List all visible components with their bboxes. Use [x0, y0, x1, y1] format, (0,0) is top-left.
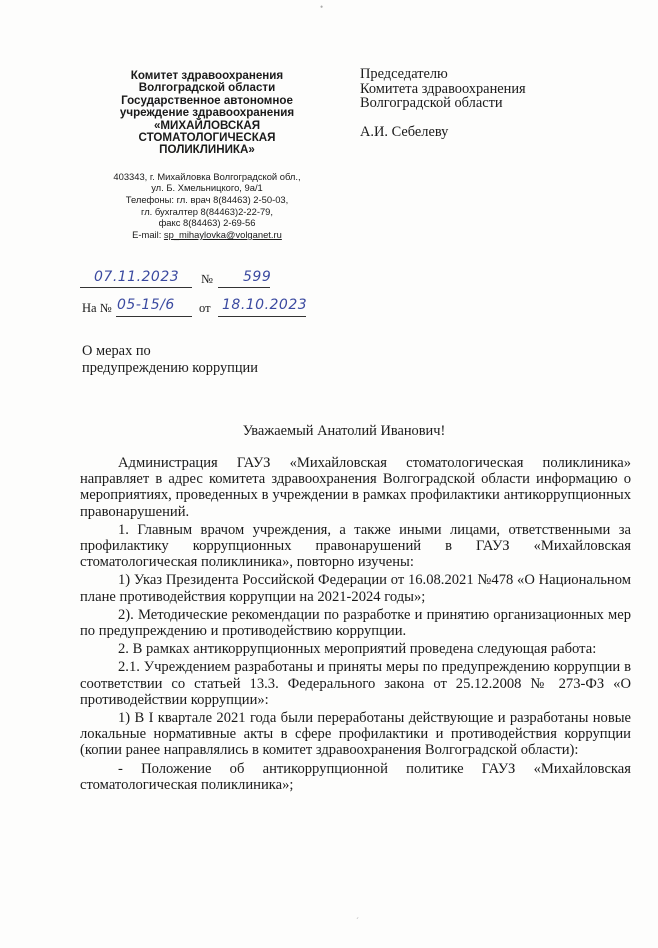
outgoing-date: 07.11.2023 [94, 269, 180, 285]
recipient-block [360, 67, 620, 139]
body-paragraph: 2. В рамках антикоррупционных мероприятий проведена следующая работа: [118, 641, 597, 658]
ref-number-underline [116, 316, 192, 317]
sender-org-line: «МИХАЙЛОВСКАЯ [153, 118, 261, 132]
sender-address [82, 171, 332, 241]
body-paragraph: - Положение об антикоррупционной политике ГАУЗ «Михайловская стоматологическая поликлиника»; [80, 760, 631, 793]
scan-dot: • [320, 2, 324, 12]
sender-org-line: Комитет здравоохранения [130, 69, 284, 82]
body-paragraph: 1) Указ Президента Российской Федерации от 16.08.2021 №478 «О Национальном плане противодействия коррупции на 2021-2024 годы»; [80, 572, 631, 605]
body-paragraph: 2). Методические рекомендации по разработке и принятию организационных мер по предупреждению и противодействию коррупции. [80, 606, 631, 640]
email-label: E-mail: [132, 228, 162, 240]
address-line: 403343, г. Михайловка Волгоградской обл., [113, 170, 301, 182]
ref-number: 05-15/6 [117, 297, 175, 313]
ref-date-underline [218, 316, 306, 317]
subject-block [82, 343, 258, 377]
number-label: № [201, 272, 213, 286]
scan-mark: ˊ [356, 916, 359, 926]
address-line: гл. бухгалтер 8(84463)2-22-79, [141, 205, 273, 217]
sender-org-line: Волгоградской области [138, 81, 276, 95]
sender-org-line: ПОЛИКЛИНИКА» [159, 143, 255, 157]
email-line [82, 229, 332, 241]
sender-block [82, 70, 332, 240]
recipient-name: А.И. Себелеву [360, 123, 449, 140]
ref-label: На № [82, 301, 112, 315]
greeting: Уважаемый Анатолий Иванович! [242, 423, 446, 439]
from-label: от [199, 301, 211, 315]
recipient-line: Председателю [360, 66, 448, 82]
sender-org-line: Государственное автономное [121, 93, 293, 107]
body-paragraph: 1. Главным врачом учреждения, а также иными лицами, ответственными за профилактику коррупционных правонарушений в ГАУЗ «Михайловская стоматологическая поликлиника», повторно изучены: [80, 521, 631, 571]
sender-org-line: СТОМАТОЛОГИЧЕСКАЯ [138, 131, 276, 145]
recipient-line: Комитета здравоохранения [360, 80, 526, 97]
sender-org-line: учреждение здравоохранения [119, 106, 295, 120]
address-line: факс 8(84463) 2-69-56 [158, 217, 256, 229]
address-line: ул. Б. Хмельницкого, 9а/1 [151, 182, 263, 194]
address-line: Телефоны: гл. врач 8(84463) 2-50-03, [125, 194, 289, 206]
number-underline [218, 287, 270, 288]
body-paragraph: 2.1. Учреждением разработаны и приняты меры по предупреждению коррупции в соответствии со статьей 13.3. Федерального закона от 25.12.2008 № 273-ФЗ «О противодействии коррупции»: [80, 659, 631, 708]
subject-line: О мерах по [82, 343, 151, 359]
subject-line: предупреждению коррупции [82, 360, 258, 376]
date-underline [80, 287, 192, 288]
outgoing-number: 599 [243, 269, 272, 285]
body-paragraph: 1) В I квартале 2021 года были переработаны действующие и разработаны новые локальные нормативные акты в сфере профилактики и противодействия коррупции (копии ранее направлялись в комитет здравоохранения Волгоградской области): [80, 710, 631, 759]
email-link[interactable]: sp_mihaylovka@volganet.ru [163, 228, 282, 240]
body-paragraph: Администрация ГАУЗ «Михайловская стоматологическая поликлиника» направляет в адрес комитета здравоохранения Волгоградской области информацию о мероприятиях, проведенных в учреждении в рамках профилактики антикоррупционных правонарушений. [80, 455, 631, 520]
recipient-line: Волгоградской области [360, 95, 503, 112]
letter-body [80, 455, 631, 793]
ref-date: 18.10.2023 [222, 297, 308, 313]
